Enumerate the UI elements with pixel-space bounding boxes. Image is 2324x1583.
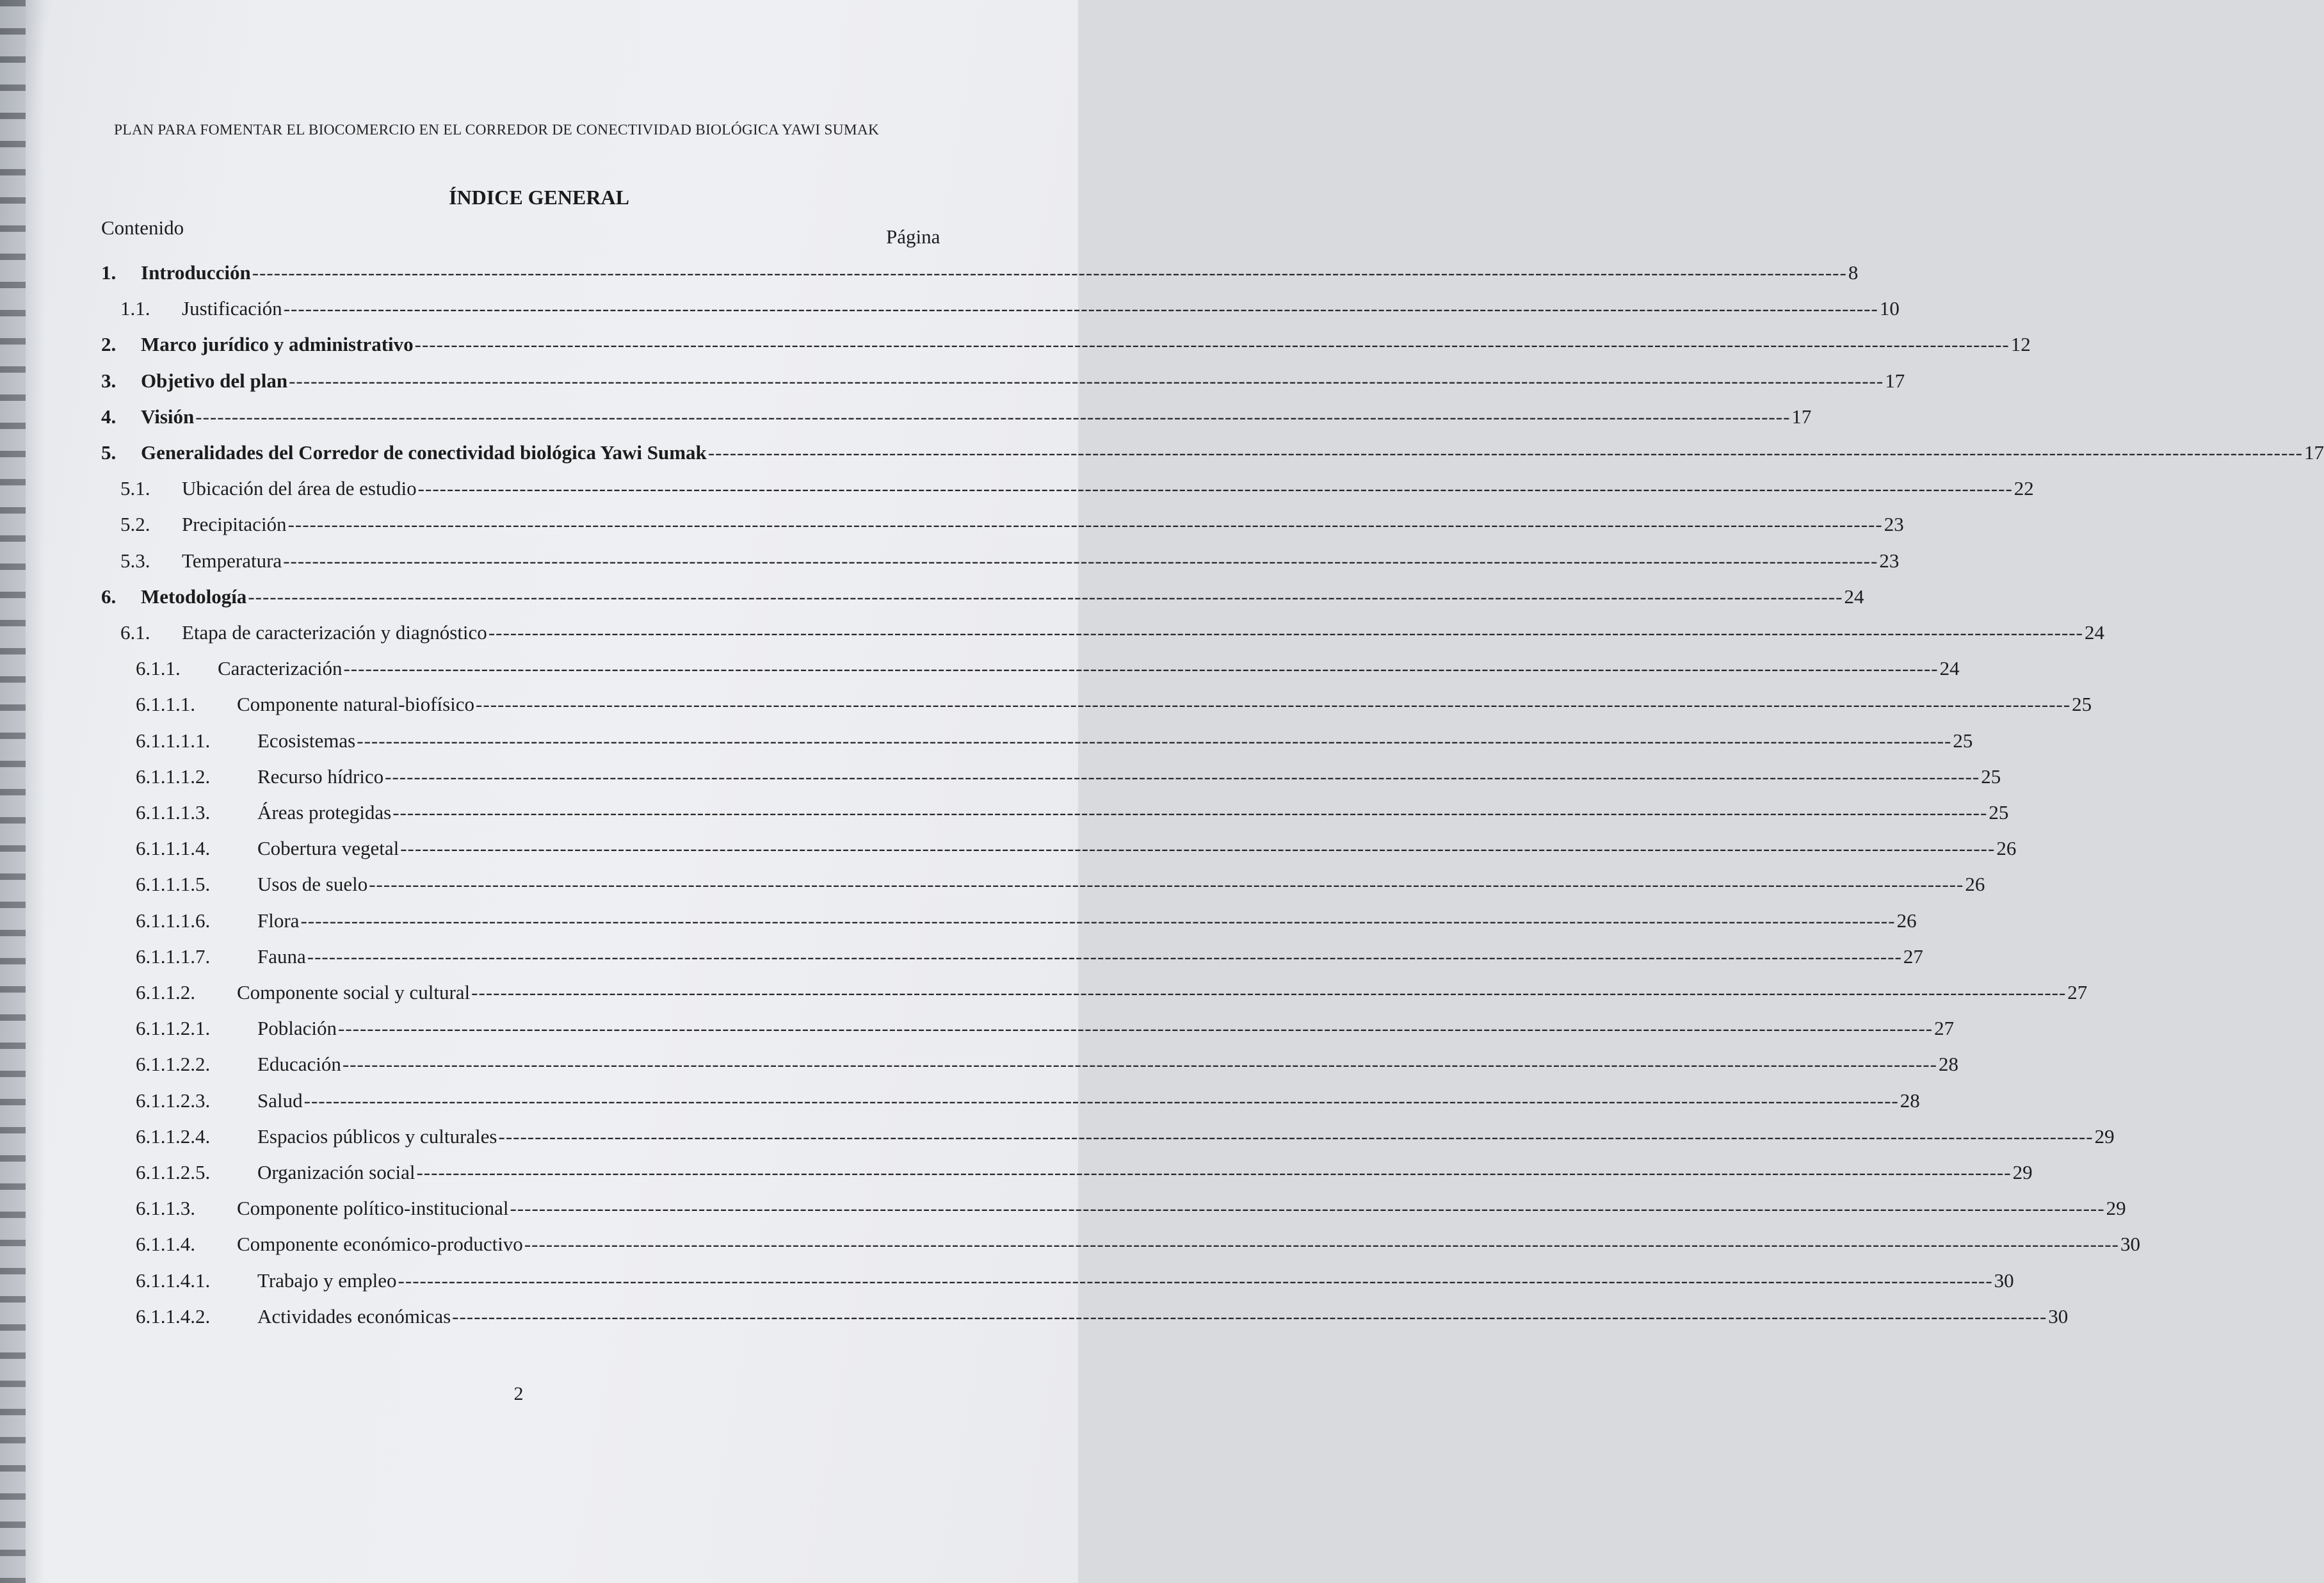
toc-leader: ---------------------------------------------------------------------------------------------------------------------------------------------------------------------------------------------------------------------------- (498, 1125, 2094, 1148)
toc-entry-title: Componente político-institucional (237, 1197, 509, 1219)
toc-entry-number: 6. (101, 585, 117, 608)
toc-entry-page: 26 (1996, 837, 2017, 859)
toc-entry-page: 25 (1989, 801, 2009, 824)
running-header: PLAN PARA FOMENTAR EL BIOCOMERCIO EN EL CORREDOR DE CONECTIVIDAD BIOLÓGICA YAWI SUMAK (114, 122, 880, 138)
toc-entry-page: 24 (1844, 585, 1864, 608)
toc-entry-number: 6.1.1.1.1. (136, 729, 211, 752)
toc-entry-title: Usos de suelo (257, 873, 368, 895)
toc-entry-title: Precipitación (182, 513, 287, 535)
toc-leader: ---------------------------------------------------------------------------------------------------------------------------------------------------------------------------------------------------------------------------- (414, 333, 2010, 355)
toc-entry-page: 10 (1879, 297, 1900, 320)
toc-entry-number: 6.1.1. (136, 657, 181, 679)
toc-entry[interactable] (101, 332, 2031, 357)
toc-entry-title: Ubicación del área de estudio (182, 477, 417, 499)
toc-entry[interactable] (120, 512, 1904, 537)
toc-leader: ---------------------------------------------------------------------------------------------------------------------------------------------------------------------------------------------------------------------------- (510, 1197, 2105, 1219)
toc-entry[interactable] (136, 1124, 2115, 1149)
toc-entry-title: Metodología (141, 585, 247, 608)
toc-entry-number: 6.1.1.4. (136, 1233, 195, 1255)
toc-entry-number: 5.1. (120, 477, 150, 499)
toc-entry-number: 2. (101, 333, 117, 355)
toc-leader: ---------------------------------------------------------------------------------------------------------------------------------------------------------------------------------------------------------------------------- (252, 261, 1847, 284)
toc-entry-page: 28 (1900, 1089, 1920, 1112)
toc-entry-title: Salud (257, 1089, 303, 1112)
toc-entry[interactable] (136, 1304, 2069, 1329)
toc-leader: ---------------------------------------------------------------------------------------------------------------------------------------------------------------------------------------------------------------------------- (289, 369, 1884, 392)
toc-leader: ---------------------------------------------------------------------------------------------------------------------------------------------------------------------------------------------------------------------------- (471, 981, 2067, 1003)
toc-leader: ---------------------------------------------------------------------------------------------------------------------------------------------------------------------------------------------------------------------------- (303, 1089, 1899, 1112)
toc-entry-number: 5.2. (120, 513, 150, 535)
toc-entry-page: 29 (2012, 1161, 2033, 1183)
toc-entry[interactable] (136, 800, 2009, 825)
toc-entry-page: 23 (1879, 549, 1900, 572)
toc-entry-title: Temperatura (182, 549, 282, 572)
toc-entry[interactable] (136, 836, 2017, 861)
toc-entry-page: 24 (2084, 621, 2104, 644)
toc-entry-number: 6.1.1.1.4. (136, 837, 211, 859)
toc-entry-number: 6.1.1.2.3. (136, 1089, 211, 1112)
toc-entry[interactable] (136, 944, 1923, 970)
toc-leader: ---------------------------------------------------------------------------------------------------------------------------------------------------------------------------------------------------------------------------- (342, 1053, 1937, 1075)
toc-entry[interactable] (136, 872, 1985, 897)
toc-entry[interactable] (136, 764, 2001, 790)
toc-entry-page: 17 (1791, 405, 1812, 428)
toc-entry[interactable] (120, 296, 1900, 321)
toc-leader: ---------------------------------------------------------------------------------------------------------------------------------------------------------------------------------------------------------------------------- (307, 945, 1902, 968)
toc-entry-page: 17 (2304, 441, 2324, 464)
toc-entry[interactable] (136, 656, 1960, 681)
toc-entry-number: 4. (101, 405, 117, 428)
toc-entry-number: 6.1.1.2.5. (136, 1161, 211, 1183)
toc-leader: ---------------------------------------------------------------------------------------------------------------------------------------------------------------------------------------------------------------------------- (385, 765, 1980, 788)
toc-entry[interactable] (101, 368, 1905, 394)
toc-entry-page: 12 (2010, 333, 2031, 355)
toc-entry[interactable] (136, 692, 2092, 717)
toc-leader: ---------------------------------------------------------------------------------------------------------------------------------------------------------------------------------------------------------------------------- (392, 801, 1988, 824)
toc-entry-title: Cobertura vegetal (257, 837, 399, 859)
toc-leader: ---------------------------------------------------------------------------------------------------------------------------------------------------------------------------------------------------------------------------- (300, 909, 1896, 932)
toc-leader: ---------------------------------------------------------------------------------------------------------------------------------------------------------------------------------------------------------------------------- (452, 1305, 2047, 1327)
toc-entry-title: Recurso hídrico (257, 765, 384, 788)
toc-entry-title: Educación (257, 1053, 341, 1075)
toc-entry-title: Fauna (257, 945, 306, 968)
toc-leader: ---------------------------------------------------------------------------------------------------------------------------------------------------------------------------------------------------------------------------- (524, 1233, 2119, 1255)
toc-leader: ---------------------------------------------------------------------------------------------------------------------------------------------------------------------------------------------------------------------------- (476, 693, 2071, 715)
toc-entry-number: 6.1.1.1. (136, 693, 195, 715)
toc-leader: ---------------------------------------------------------------------------------------------------------------------------------------------------------------------------------------------------------------------------- (417, 477, 2013, 499)
toc-entry-title: Flora (257, 909, 300, 932)
toc-entry-number: 5. (101, 441, 117, 464)
toc-entry[interactable] (120, 620, 2104, 645)
toc-entry-title: Población (257, 1017, 337, 1039)
toc-leader: ---------------------------------------------------------------------------------------------------------------------------------------------------------------------------------------------------------------------------- (357, 729, 1952, 752)
toc-entry-number: 6.1.1.1.7. (136, 945, 211, 968)
toc-entry-title: Componente social y cultural (237, 981, 471, 1003)
toc-entry-number: 6.1. (120, 621, 150, 644)
toc-entry-title: Áreas protegidas (257, 801, 392, 824)
toc-entry-number: 6.1.1.4.2. (136, 1305, 211, 1327)
toc-entry-page: 25 (1981, 765, 2001, 788)
toc-entry[interactable] (136, 908, 1917, 934)
toc-entry-title: Componente económico-productivo (237, 1233, 523, 1255)
toc-entry-number: 6.1.1.2.2. (136, 1053, 211, 1075)
toc-entry-page: 29 (2094, 1125, 2115, 1148)
toc-entry-page: 29 (2106, 1197, 2126, 1219)
toc-entry-title: Visión (141, 405, 195, 428)
toc-entry[interactable] (101, 440, 2324, 466)
toc-entry[interactable] (120, 548, 1900, 574)
page-number: 2 (513, 1383, 524, 1404)
toc-entry-title: Etapa de caracterización y diagnóstico (182, 621, 487, 644)
toc-entry-page: 24 (1939, 657, 1960, 679)
toc-entry-number: 5.3. (120, 549, 150, 572)
toc-entry-page: 26 (1965, 873, 1985, 895)
toc-entry-page: 28 (1938, 1053, 1958, 1075)
toc-entry-title: Marco jurídico y administrativo (141, 333, 414, 355)
toc-entry[interactable] (136, 1088, 1920, 1114)
toc-entry-title: Actividades económicas (257, 1305, 451, 1327)
toc-entry-number: 6.1.1.1.3. (136, 801, 211, 824)
toc-entry-number: 6.1.1.2.1. (136, 1017, 211, 1039)
toc-entry-number: 6.1.1.1.5. (136, 873, 211, 895)
toc-leader: ---------------------------------------------------------------------------------------------------------------------------------------------------------------------------------------------------------------------------- (343, 657, 1939, 679)
toc-entry[interactable] (136, 1016, 1955, 1041)
toc-entry[interactable] (136, 1160, 2033, 1185)
toc-entry-page: 25 (1953, 729, 1973, 752)
toc-entry[interactable] (136, 728, 1973, 754)
toc-entry-page: 30 (2048, 1305, 2069, 1327)
toc-entry-page: 30 (2120, 1233, 2140, 1255)
toc-leader: ---------------------------------------------------------------------------------------------------------------------------------------------------------------------------------------------------------------------------- (400, 837, 1996, 859)
contents-label: Contenido (101, 216, 184, 239)
toc-leader: ---------------------------------------------------------------------------------------------------------------------------------------------------------------------------------------------------------------------------- (369, 873, 1964, 895)
toc-entry-title: Organización social (257, 1161, 416, 1183)
toc-entry-title: Trabajo y empleo (257, 1269, 397, 1292)
toc-leader: ---------------------------------------------------------------------------------------------------------------------------------------------------------------------------------------------------------------------------- (195, 405, 1791, 428)
toc-entry-title: Objetivo del plan (141, 369, 288, 392)
spiral-binding (0, 0, 26, 1583)
toc-entry-page: 22 (2013, 477, 2034, 499)
toc-entry-number: 6.1.1.3. (136, 1197, 195, 1219)
toc-entry-number: 3. (101, 369, 117, 392)
toc-entry-page: 27 (1934, 1017, 1955, 1039)
toc-entry[interactable] (136, 1051, 1958, 1077)
toc-entry-page: 27 (1903, 945, 1923, 968)
toc-leader: ---------------------------------------------------------------------------------------------------------------------------------------------------------------------------------------------------------------------------- (283, 297, 1878, 320)
toc-entry-page: 27 (2067, 981, 2088, 1003)
toc-entry-page: 17 (1885, 369, 1905, 392)
toc-entry-number: 6.1.1.1.6. (136, 909, 211, 932)
toc-entry-title: Caracterización (218, 657, 343, 679)
toc-leader: ---------------------------------------------------------------------------------------------------------------------------------------------------------------------------------------------------------------------------- (283, 549, 1878, 572)
toc-leader: ---------------------------------------------------------------------------------------------------------------------------------------------------------------------------------------------------------------------------- (707, 441, 2303, 464)
toc-entry-number: 6.1.1.2. (136, 981, 195, 1003)
toc-entry-page: 30 (1994, 1269, 2014, 1292)
toc-entry[interactable] (136, 980, 2088, 1005)
toc-entry-title: Ecosistemas (257, 729, 356, 752)
toc-entry-page: 23 (1884, 513, 1904, 535)
toc-entry-title: Componente natural-biofísico (237, 693, 475, 715)
toc-entry-number: 1. (101, 261, 117, 284)
toc-leader: ---------------------------------------------------------------------------------------------------------------------------------------------------------------------------------------------------------------------------- (398, 1269, 1993, 1292)
toc-entry[interactable] (120, 476, 2034, 501)
toc-entry-number: 6.1.1.4.1. (136, 1269, 211, 1292)
toc-entry-number: 6.1.1.2.4. (136, 1125, 211, 1148)
toc-entry-title: Generalidades del Corredor de conectividad biológica Yawi Sumak (141, 441, 707, 464)
toc-entry-number: 1.1. (120, 297, 150, 320)
toc-entry[interactable] (136, 1196, 2126, 1221)
toc-entry-page: 8 (1848, 261, 1859, 284)
toc-entry[interactable] (101, 260, 1859, 286)
toc-entry-title: Espacios públicos y culturales (257, 1125, 497, 1148)
toc-entry-number: 6.1.1.1.2. (136, 765, 211, 788)
toc-entry[interactable] (101, 404, 1812, 430)
page-title: ÍNDICE GENERAL (449, 186, 629, 209)
toc-entry-page: 26 (1896, 909, 1917, 932)
toc-entry-title: Introducción (141, 261, 251, 284)
toc-entry[interactable] (101, 584, 1864, 610)
toc-leader: ---------------------------------------------------------------------------------------------------------------------------------------------------------------------------------------------------------------------------- (248, 585, 1843, 608)
page-column-label: Página (886, 225, 940, 248)
toc-leader: ---------------------------------------------------------------------------------------------------------------------------------------------------------------------------------------------------------------------------- (338, 1017, 1933, 1039)
toc-leader: ---------------------------------------------------------------------------------------------------------------------------------------------------------------------------------------------------------------------------- (287, 513, 1883, 535)
toc-entry-title: Justificación (182, 297, 282, 320)
toc-entry[interactable] (136, 1268, 2014, 1294)
toc-leader: ---------------------------------------------------------------------------------------------------------------------------------------------------------------------------------------------------------------------------- (416, 1161, 2012, 1183)
toc-entry[interactable] (136, 1231, 2140, 1257)
toc-entry-page: 25 (2072, 693, 2092, 715)
toc-leader: ---------------------------------------------------------------------------------------------------------------------------------------------------------------------------------------------------------------------------- (488, 621, 2083, 644)
